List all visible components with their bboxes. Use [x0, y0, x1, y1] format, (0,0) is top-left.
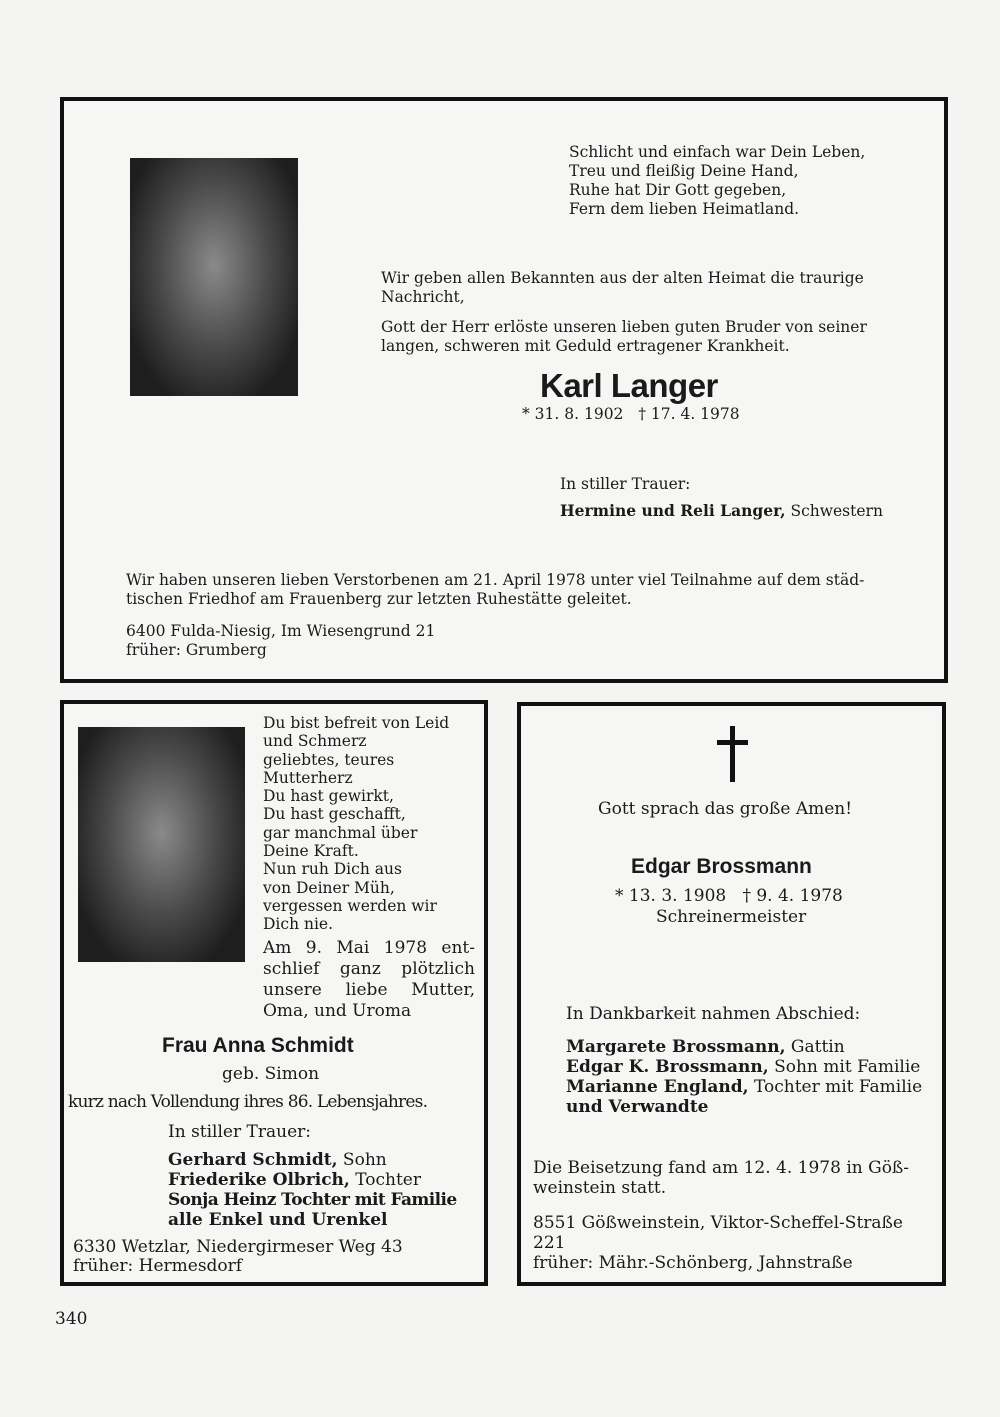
- mourner: [566, 1097, 922, 1117]
- poem-line: von Deiner Müh,: [263, 878, 395, 897]
- address-line: früher: Hermesdorf: [73, 1256, 243, 1276]
- poem-line: Mutterherz: [263, 768, 353, 787]
- announcement: [263, 938, 475, 1022]
- mourner-name: und Verwandte: [566, 1097, 709, 1117]
- burial-text: [126, 571, 864, 609]
- mourner-name: Gerhard Schmidt,: [168, 1150, 338, 1170]
- poem-line: Dich nie.: [263, 915, 334, 934]
- address-line: 6330 Wetzlar, Niedergirmeser Weg 43: [73, 1237, 403, 1257]
- poem: [263, 714, 449, 934]
- mourner-relation: Schwestern: [785, 502, 883, 520]
- burial-text: [533, 1158, 909, 1198]
- cross-icon: [715, 726, 751, 782]
- message-line: langen, schweren mit Geduld ertragener Krankheit.: [381, 337, 790, 355]
- mourner: [168, 1210, 457, 1230]
- mourner: [168, 1150, 457, 1170]
- mourner-name: Edgar K. Brossmann,: [566, 1057, 769, 1077]
- poem-line: Fern dem lieben Heimatland.: [569, 200, 800, 218]
- announcement-line: schlief ganz plötzlich: [263, 959, 475, 979]
- mourner-relation: Gattin: [785, 1037, 845, 1057]
- poem-line: Du hast gewirkt,: [263, 787, 394, 806]
- mourner: [566, 1077, 922, 1097]
- poem-line: Nun ruh Dich aus: [263, 860, 402, 879]
- page-number: 340: [55, 1309, 88, 1329]
- deceased-name: Frau Anna Schmidt: [162, 1034, 354, 1057]
- mourner-relation: Tochter: [349, 1170, 421, 1190]
- address-line: früher: Grumberg: [126, 641, 267, 659]
- mourning-label: In stiller Trauer:: [560, 475, 691, 493]
- mourners: [560, 501, 883, 521]
- obituary-anna-schmidt: [60, 700, 488, 1286]
- mourner: [566, 1057, 922, 1077]
- address: [126, 622, 435, 660]
- poem: [569, 143, 865, 219]
- mourner-name: Hermine und Reli Langer,: [560, 501, 786, 520]
- mourning-label: In stiller Trauer:: [168, 1122, 311, 1142]
- quote: Gott sprach das große Amen!: [598, 799, 853, 819]
- mourner-relation: Sohn mit Familie: [768, 1057, 921, 1077]
- announcement-line: Am 9. Mai 1978 ent-: [263, 938, 475, 958]
- intro-line: Wir geben allen Bekannten aus der alten Heimat die traurige: [381, 269, 864, 287]
- mourner: [168, 1190, 457, 1210]
- poem-line: Schlicht und einfach war Dein Leben,: [569, 143, 866, 161]
- burial-line: weinstein statt.: [533, 1178, 667, 1198]
- poem-line: Treu und fleißig Deine Hand,: [569, 162, 799, 180]
- address: [73, 1238, 403, 1276]
- poem-line: Du hast geschafft,: [263, 805, 406, 824]
- poem-line: Deine Kraft.: [263, 842, 359, 861]
- life-dates: * 13. 3. 1908 † 9. 4. 1978: [615, 886, 843, 906]
- mourner-name: Friederike Olbrich,: [168, 1170, 350, 1190]
- poem-line: geliebtes, teures: [263, 750, 395, 769]
- poem-line: gar manchmal über: [263, 823, 418, 842]
- address-line: früher: Mähr.-Schönberg, Jahnstraße: [533, 1253, 853, 1273]
- portrait-photo-karl-langer: [130, 158, 298, 396]
- mourning-label: In Dankbarkeit nahmen Abschied:: [566, 1004, 861, 1024]
- deceased-name: Karl Langer: [540, 367, 718, 404]
- poem-line: und Schmerz: [263, 732, 367, 751]
- announcement-line: unsere liebe Mutter,: [263, 980, 475, 1000]
- poem-line: Du bist befreit von Leid: [263, 714, 450, 732]
- message-line: Gott der Herr erlöste unseren lieben guten Bruder von seiner: [381, 318, 867, 336]
- maiden-name: geb. Simon: [222, 1064, 320, 1084]
- mourner: [168, 1170, 457, 1190]
- address-line: 221: [533, 1233, 566, 1253]
- mourners: [168, 1150, 457, 1230]
- profession: Schreinermeister: [656, 907, 807, 927]
- burial-line: tischen Friedhof am Frauenberg zur letzten Ruhestätte geleitet.: [126, 590, 632, 608]
- obituary-karl-langer: [60, 97, 948, 683]
- mourner-name: Margarete Brossmann,: [566, 1037, 786, 1057]
- burial-line: Die Beisetzung fand am 12. 4. 1978 in Göß-: [533, 1158, 910, 1178]
- message-text: [381, 318, 867, 356]
- announcement-line: Oma, und Uroma: [263, 1001, 412, 1021]
- mourner-name: Sonja Heinz Tochter mit Familie: [168, 1190, 457, 1210]
- address-line: 6400 Fulda-Niesig, Im Wiesengrund 21: [126, 622, 436, 640]
- burial-line: Wir haben unseren lieben Verstorbenen am 21. April 1978 unter viel Teilnahme auf dem städ-: [126, 571, 865, 589]
- mourner: [566, 1037, 922, 1057]
- address-line: 8551 Gößweinstein, Viktor-Scheffel-Straße: [533, 1213, 903, 1233]
- address: [533, 1213, 903, 1273]
- deceased-name: Edgar Brossmann: [631, 855, 812, 878]
- mourner-relation: Tochter mit Familie: [748, 1077, 923, 1097]
- mourner-relation: Sohn: [337, 1150, 387, 1170]
- intro-line: Nachricht,: [381, 288, 465, 306]
- poem-line: Ruhe hat Dir Gott gegeben,: [569, 181, 787, 199]
- mourners: [566, 1037, 922, 1117]
- intro-text: [381, 269, 864, 307]
- age-text: kurz nach Vollendung ihres 86. Lebensjahres.: [68, 1092, 428, 1112]
- life-dates: * 31. 8. 1902 † 17. 4. 1978: [522, 405, 740, 423]
- mourner-name: Marianne England,: [566, 1077, 749, 1097]
- portrait-photo-anna-schmidt: [78, 727, 245, 962]
- mourner-name: alle Enkel und Urenkel: [168, 1210, 388, 1230]
- poem-line: vergessen werden wir: [263, 896, 437, 915]
- obituary-edgar-brossmann: [517, 702, 946, 1286]
